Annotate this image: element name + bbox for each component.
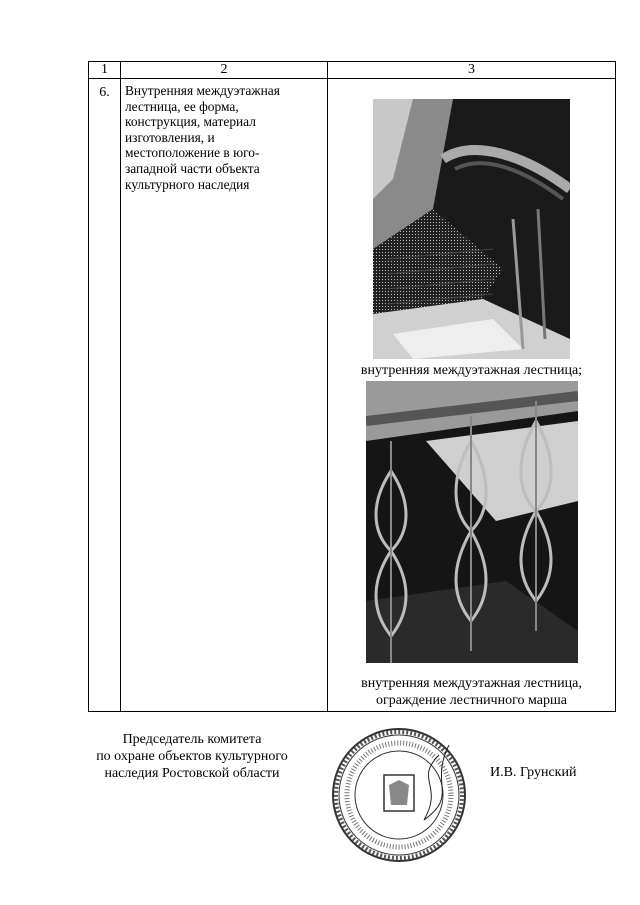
signatory-title <box>72 731 312 782</box>
header-col-2: 2 <box>121 62 328 79</box>
signatory-name: И.В. Грунский <box>490 765 577 780</box>
header-col-3: 3 <box>328 62 616 79</box>
description-line: Внутренняя междуэтажная <box>125 83 280 98</box>
row-number: 6. <box>89 79 121 712</box>
photo-caption-2 <box>328 675 615 709</box>
staircase-photo <box>373 99 570 359</box>
header-col-1: 1 <box>89 62 121 79</box>
row-images <box>328 79 616 712</box>
signatory-line-2: по охране объектов культурного <box>96 749 288 764</box>
description-line: культурного наследия <box>125 176 250 192</box>
photo-caption-1: внутренняя междуэтажная лестница; <box>360 363 583 378</box>
railing-photo <box>366 381 578 663</box>
description-line: конструкция, материал <box>125 114 256 130</box>
official-seal-icon <box>329 725 469 865</box>
description-line: местоположение в юго- <box>125 145 260 161</box>
description-line: изготовления, и <box>125 129 215 145</box>
signatory-line-1: Председатель комитета <box>122 732 262 747</box>
signatory-line-3: наследия Ростовской области <box>104 766 280 781</box>
caption-2-line-1: внутренняя междуэтажная лестница, <box>361 676 582 691</box>
document-table <box>88 61 616 712</box>
row-description <box>121 79 328 712</box>
description-line: лестница, ее форма, <box>125 98 239 114</box>
table-header-row <box>89 62 616 79</box>
table-row <box>89 79 616 712</box>
description-line: западной части объекта <box>125 160 260 176</box>
caption-2-line-2: ограждение лестничного марша <box>376 693 567 708</box>
